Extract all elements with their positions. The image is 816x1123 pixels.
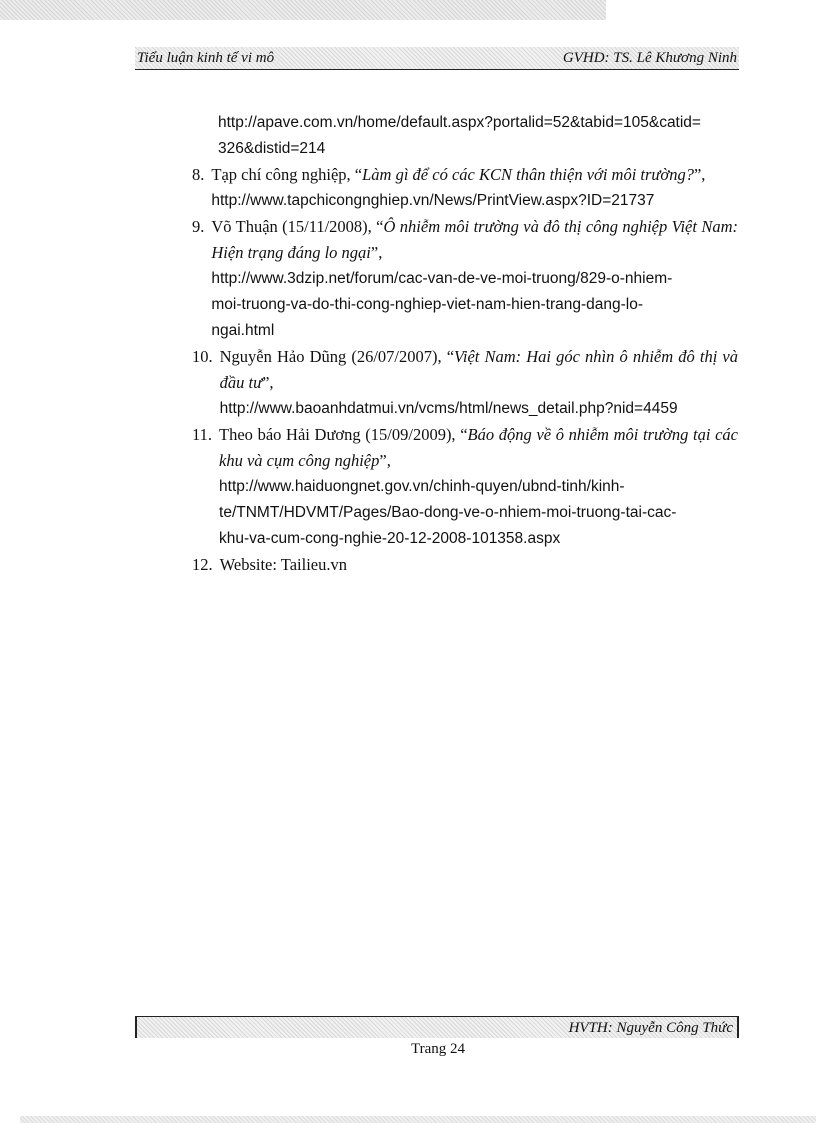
reference-8-lead: Tạp chí công nghiệp, “ [211, 165, 363, 184]
reference-11-citation [219, 422, 738, 474]
reference-11-url-line-2[interactable]: te/TNMT/HDVMT/Pages/Bao-dong-ve-o-nhiem-moi-truong-tai-cac- [219, 504, 677, 521]
reference-11-lead: Theo báo Hải Dương (15/09/2009), “ [219, 425, 468, 444]
reference-9-citation [211, 214, 738, 266]
reference-11-number: 11. [192, 425, 213, 444]
page-footer [135, 1016, 739, 1038]
reference-item-11 [192, 422, 738, 552]
reference-item-9 [192, 214, 738, 344]
reference-item-8 [192, 162, 738, 214]
footer-student-name: HVTH: Nguyễn Công Thức [568, 1020, 733, 1036]
reference-item-10 [192, 344, 738, 422]
reference-9-number: 9. [192, 217, 205, 236]
reference-8-title: Làm gì để có các KCN thân thiện với môi trường? [362, 165, 694, 184]
header-supervisor: GVHD: TS. Lê Khương Ninh [562, 50, 737, 66]
reference-8-url[interactable]: http://www.tapchicongnghiep.vn/News/PrintView.aspx?ID=21737 [211, 192, 655, 209]
reference-11-tail: ”, [379, 451, 391, 470]
reference-10-number: 10. [192, 347, 213, 366]
reference-9-tail: ”, [370, 243, 383, 262]
reference-10-lead: Nguyễn Hảo Dũng (26/07/2007), “ [219, 347, 455, 366]
page-number: Trang 24 [410, 1041, 466, 1057]
reference-9-title: Ô nhiễm môi trường và đô thị công nghiệp Việt Nam: Hiện trạng đáng lo ngại [211, 217, 738, 262]
bottom-decorative-band [20, 1116, 816, 1123]
reference-9-url-line-3[interactable]: ngai.html [211, 322, 275, 339]
reference-11-title: Báo động về ô nhiễm môi trường tại các khu và cụm công nghiệp [219, 425, 738, 470]
reference-12-text: Website: Tailieu.vn [219, 555, 347, 574]
reference-8-tail: ”, [693, 165, 706, 184]
reference-12-number: 12. [192, 555, 213, 574]
reference-8-number: 8. [192, 165, 205, 184]
reference-10-url[interactable]: http://www.baoanhdatmui.vn/vcms/html/news_detail.php?nid=4459 [219, 400, 678, 417]
header-course-title: Tiểu luận kinh tế vi mô [137, 50, 275, 66]
reference-list [192, 110, 738, 578]
reference-9-url-line-2[interactable]: moi-truong-va-do-thi-cong-nghiep-viet-nam-hien-trang-dang-lo- [211, 296, 643, 313]
reference-item-7-continued [192, 110, 738, 162]
top-decorative-band [0, 0, 606, 20]
reference-item-12 [192, 552, 738, 578]
reference-9-lead: Võ Thuận (15/11/2008), “ [211, 217, 384, 236]
reference-7-url-line-1[interactable]: http://apave.com.vn/home/default.aspx?portalid=52&tabid=105&catid= [218, 114, 701, 131]
reference-7-url-line-2[interactable]: 326&distid=214 [218, 140, 326, 157]
reference-10-title: Việt Nam: Hai góc nhìn ô nhiễm đô thị và đầu tư [219, 347, 738, 392]
reference-8-citation [211, 162, 738, 188]
reference-10-citation [220, 344, 738, 396]
reference-11-url-line-3[interactable]: khu-va-cum-cong-nghie-20-12-2008-101358.aspx [219, 530, 561, 547]
reference-9-url-line-1[interactable]: http://www.3dzip.net/forum/cac-van-de-ve-moi-truong/829-o-nhiem- [211, 270, 673, 287]
page-header [135, 47, 739, 70]
reference-11-url-line-1[interactable]: http://www.haiduongnet.gov.vn/chinh-quyen/ubnd-tinh/kinh- [219, 478, 625, 495]
reference-10-tail: ”, [262, 373, 274, 392]
